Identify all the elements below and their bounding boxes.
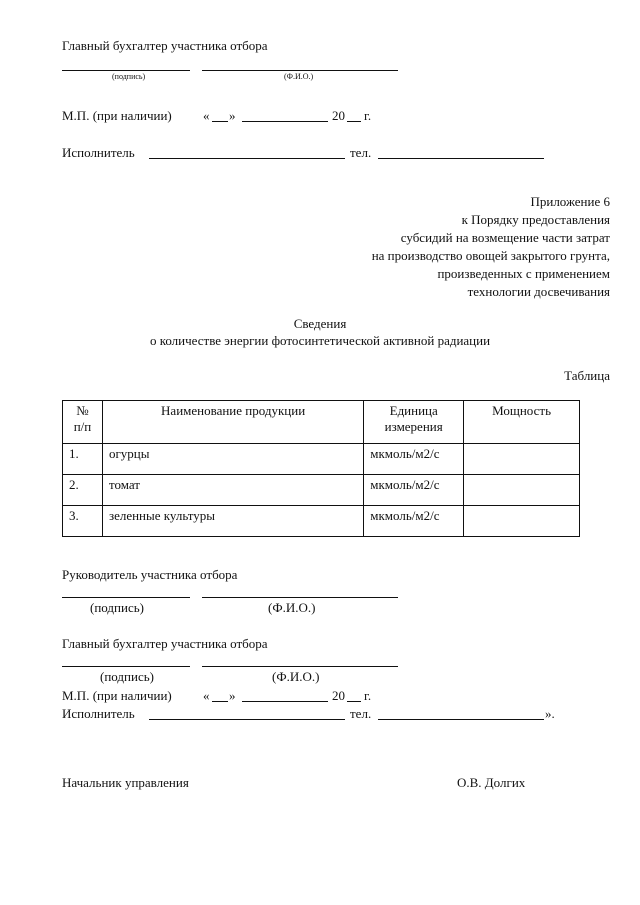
table-row	[63, 475, 580, 506]
fio-line[interactable]	[202, 70, 398, 71]
signature-line[interactable]	[62, 70, 190, 71]
appendix-line-2: к Порядку предоставления	[461, 212, 610, 227]
table-row	[63, 444, 580, 475]
bottom-month-line[interactable]	[242, 701, 328, 702]
closing-quote: ».	[545, 706, 555, 721]
header-product: Наименование продукции	[102, 401, 363, 444]
bottom-executor-line[interactable]	[149, 719, 345, 720]
bottom-chief-accountant-label: Главный бухгалтер участника отбора	[62, 636, 268, 651]
document-subtitle: о количестве энергии фотосинтетической активной радиации	[149, 333, 491, 348]
bottom-executor-label: Исполнитель	[62, 706, 135, 721]
document-title: Сведения	[293, 316, 347, 331]
accountant-signature-caption: (подпись)	[100, 669, 154, 684]
bottom-tel-label: тел.	[350, 706, 372, 721]
bottom-day-line[interactable]	[212, 701, 228, 702]
bottom-quote-open: «	[203, 688, 210, 703]
table-header-row	[63, 401, 580, 444]
fio-caption: (Ф.И.О.)	[284, 72, 314, 81]
bottom-year-line[interactable]	[347, 701, 361, 702]
tel-line[interactable]	[378, 158, 544, 159]
stamp-label: М.П. (при наличии)	[62, 108, 172, 123]
day-line[interactable]	[212, 121, 228, 122]
executor-label: Исполнитель	[62, 145, 135, 160]
footer-name: О.В. Долгих	[457, 775, 526, 790]
header-unit-top: Единица	[389, 403, 438, 418]
cell-num: 3.	[63, 506, 103, 537]
appendix-line-3: субсидий на возмещение части затрат	[400, 230, 610, 245]
quote-close: »	[229, 108, 236, 123]
head-fio-line[interactable]	[202, 597, 398, 598]
tel-label: тел.	[350, 145, 372, 160]
year-suffix: г.	[364, 108, 372, 123]
accountant-fio-line[interactable]	[202, 666, 398, 667]
cell-unit: мкмоль/м2/с	[364, 444, 464, 475]
header-unit-bottom: измерения	[384, 419, 443, 434]
cell-product: огурцы	[102, 444, 363, 475]
bottom-quote-close: »	[229, 688, 236, 703]
cell-unit: мкмоль/м2/с	[364, 475, 464, 506]
head-signature-line[interactable]	[62, 597, 190, 598]
quote-open: «	[203, 108, 210, 123]
energy-table	[62, 400, 580, 537]
bottom-year-suffix: г.	[364, 688, 372, 703]
head-signature-caption: (подпись)	[90, 600, 144, 615]
appendix-line-6: технологии досвечивания	[467, 284, 610, 299]
cell-unit: мкмоль/м2/с	[364, 506, 464, 537]
accountant-signature-line[interactable]	[62, 666, 190, 667]
cell-product: томат	[102, 475, 363, 506]
appendix-line-1: Приложение 6	[530, 194, 610, 209]
header-num-top: №	[76, 403, 89, 418]
signature-caption: (подпись)	[112, 72, 146, 81]
executor-line[interactable]	[149, 158, 345, 159]
appendix-line-5: произведенных с применением	[437, 266, 610, 281]
bottom-year-prefix: 20	[332, 688, 345, 703]
bottom-tel-line[interactable]	[378, 719, 544, 720]
head-fio-caption: (Ф.И.О.)	[268, 600, 316, 615]
cell-power[interactable]	[464, 475, 580, 506]
year-line[interactable]	[347, 121, 361, 122]
cell-power[interactable]	[464, 506, 580, 537]
cell-product: зеленные культуры	[102, 506, 363, 537]
table-label: Таблица	[564, 368, 610, 383]
chief-accountant-label: Главный бухгалтер участника отбора	[62, 38, 268, 53]
month-line[interactable]	[242, 121, 328, 122]
footer-position: Начальник управления	[62, 775, 189, 790]
header-num	[63, 401, 103, 444]
table-row	[63, 506, 580, 537]
cell-num: 1.	[63, 444, 103, 475]
accountant-fio-caption: (Ф.И.О.)	[272, 669, 320, 684]
head-label: Руководитель участника отбора	[62, 567, 238, 582]
header-unit	[364, 401, 464, 444]
bottom-stamp-label: М.П. (при наличии)	[62, 688, 172, 703]
year-prefix: 20	[332, 108, 345, 123]
cell-num: 2.	[63, 475, 103, 506]
appendix-line-4: на производство овощей закрытого грунта,	[371, 248, 610, 263]
header-power: Мощность	[464, 401, 580, 444]
header-num-bottom: п/п	[73, 419, 92, 434]
cell-power[interactable]	[464, 444, 580, 475]
